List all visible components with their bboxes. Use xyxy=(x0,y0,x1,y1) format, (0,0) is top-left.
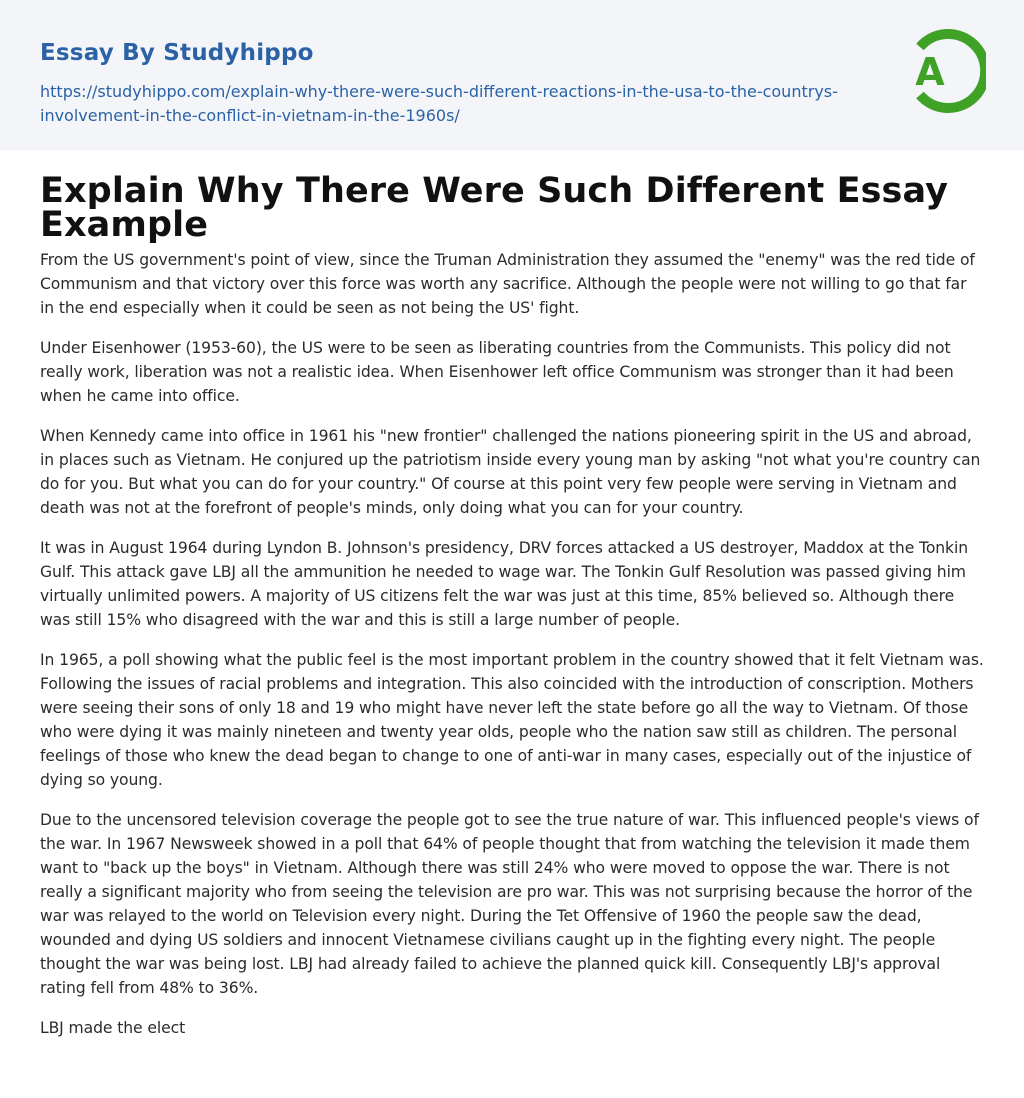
paragraph: It was in August 1964 during Lyndon B. Johnson's presidency, DRV forces attacked a US destroyer, Maddox at the Tonkin Gulf. This attack gave LBJ all the ammunition he needed to wage war. The Tonkin Gulf Resolution was passed giving him virtually unlimited powers. A majority of US citizens felt the war was just at this time, 85% believed so. Although there was still 15% who disagreed with the war and this is still a large number of people. xyxy=(40,539,968,629)
page-header xyxy=(0,0,1024,150)
paragraph: Under Eisenhower (1953-60), the US were to be seen as liberating countries from the Communists. This policy did not really work, liberation was not a realistic idea. When Eisenhower left office Communism was stronger than it had been when he came into office. xyxy=(40,339,954,405)
article-title: Explain Why There Were Such Different Essay Example xyxy=(40,171,949,245)
paragraph-truncated: LBJ made the elect xyxy=(40,1019,186,1037)
article xyxy=(0,171,1024,1040)
logo-letter: A xyxy=(915,50,945,94)
studyhippo-logo-icon[interactable] xyxy=(900,28,986,114)
paragraph: From the US government's point of view, since the Truman Administration they assumed the "enemy" was the red tide of Communism and that victory over this force was worth any sacrifice. Although the people were not willing to go that far in the end especially when it could be seen as not being the US' fight. xyxy=(40,251,975,317)
paragraph: Due to the uncensored television coverage the people got to see the true nature of war. This influenced people's views of the war. In 1967 Newsweek showed in a poll that 64% of people thought that from watching the television it made them want to "back up the boys" in Vietnam. Although there was still 24% who were moved to oppose the war. There is not really a significant majority who from seeing the television are pro war. This was not surprising because the horror of the war was relayed to the world on Television every night. During the Tet Offensive of 1960 the people saw the dead, wounded and dying US soldiers and innocent Vietnamese civilians caught up in the fighting every night. The people thought the war was being lost. LBJ had already failed to achieve the planned quick kill. Consequently LBJ's approval rating fell from 48% to 36%. xyxy=(40,811,979,997)
paragraph: In 1965, a poll showing what the public feel is the most important problem in the country showed that it felt Vietnam was. Following the issues of racial problems and integration. This also coincided with the introduction of conscription. Mothers were seeing their sons of only 18 and 19 who might have never left the state before go all the way to Vietnam. Of those who were dying it was mainly nineteen and twenty year olds, people who the nation saw still as children. The personal feelings of those who knew the dead began to change to one of anti-war in many cases, especially out of the injustice of dying so young. xyxy=(40,651,984,789)
source-url-link[interactable]: https://studyhippo.com/explain-why-there-were-such-different-reactions-in-the-usa-to-the-countrys-involvement-in-the-conflict-in-vietnam-in-the-1960s/ xyxy=(40,82,838,125)
paragraph: When Kennedy came into office in 1961 his "new frontier" challenged the nations pioneering spirit in the US and abroad, in places such as Vietnam. He conjured up the patriotism inside every young man by asking "not what you're country can do for you. But what you can do for your country." Of course at this point very few people were serving in Vietnam and death was not at the forefront of people's minds, only doing what you can for your country. xyxy=(40,427,981,517)
brand-title[interactable]: Essay By Studyhippo xyxy=(40,40,314,66)
